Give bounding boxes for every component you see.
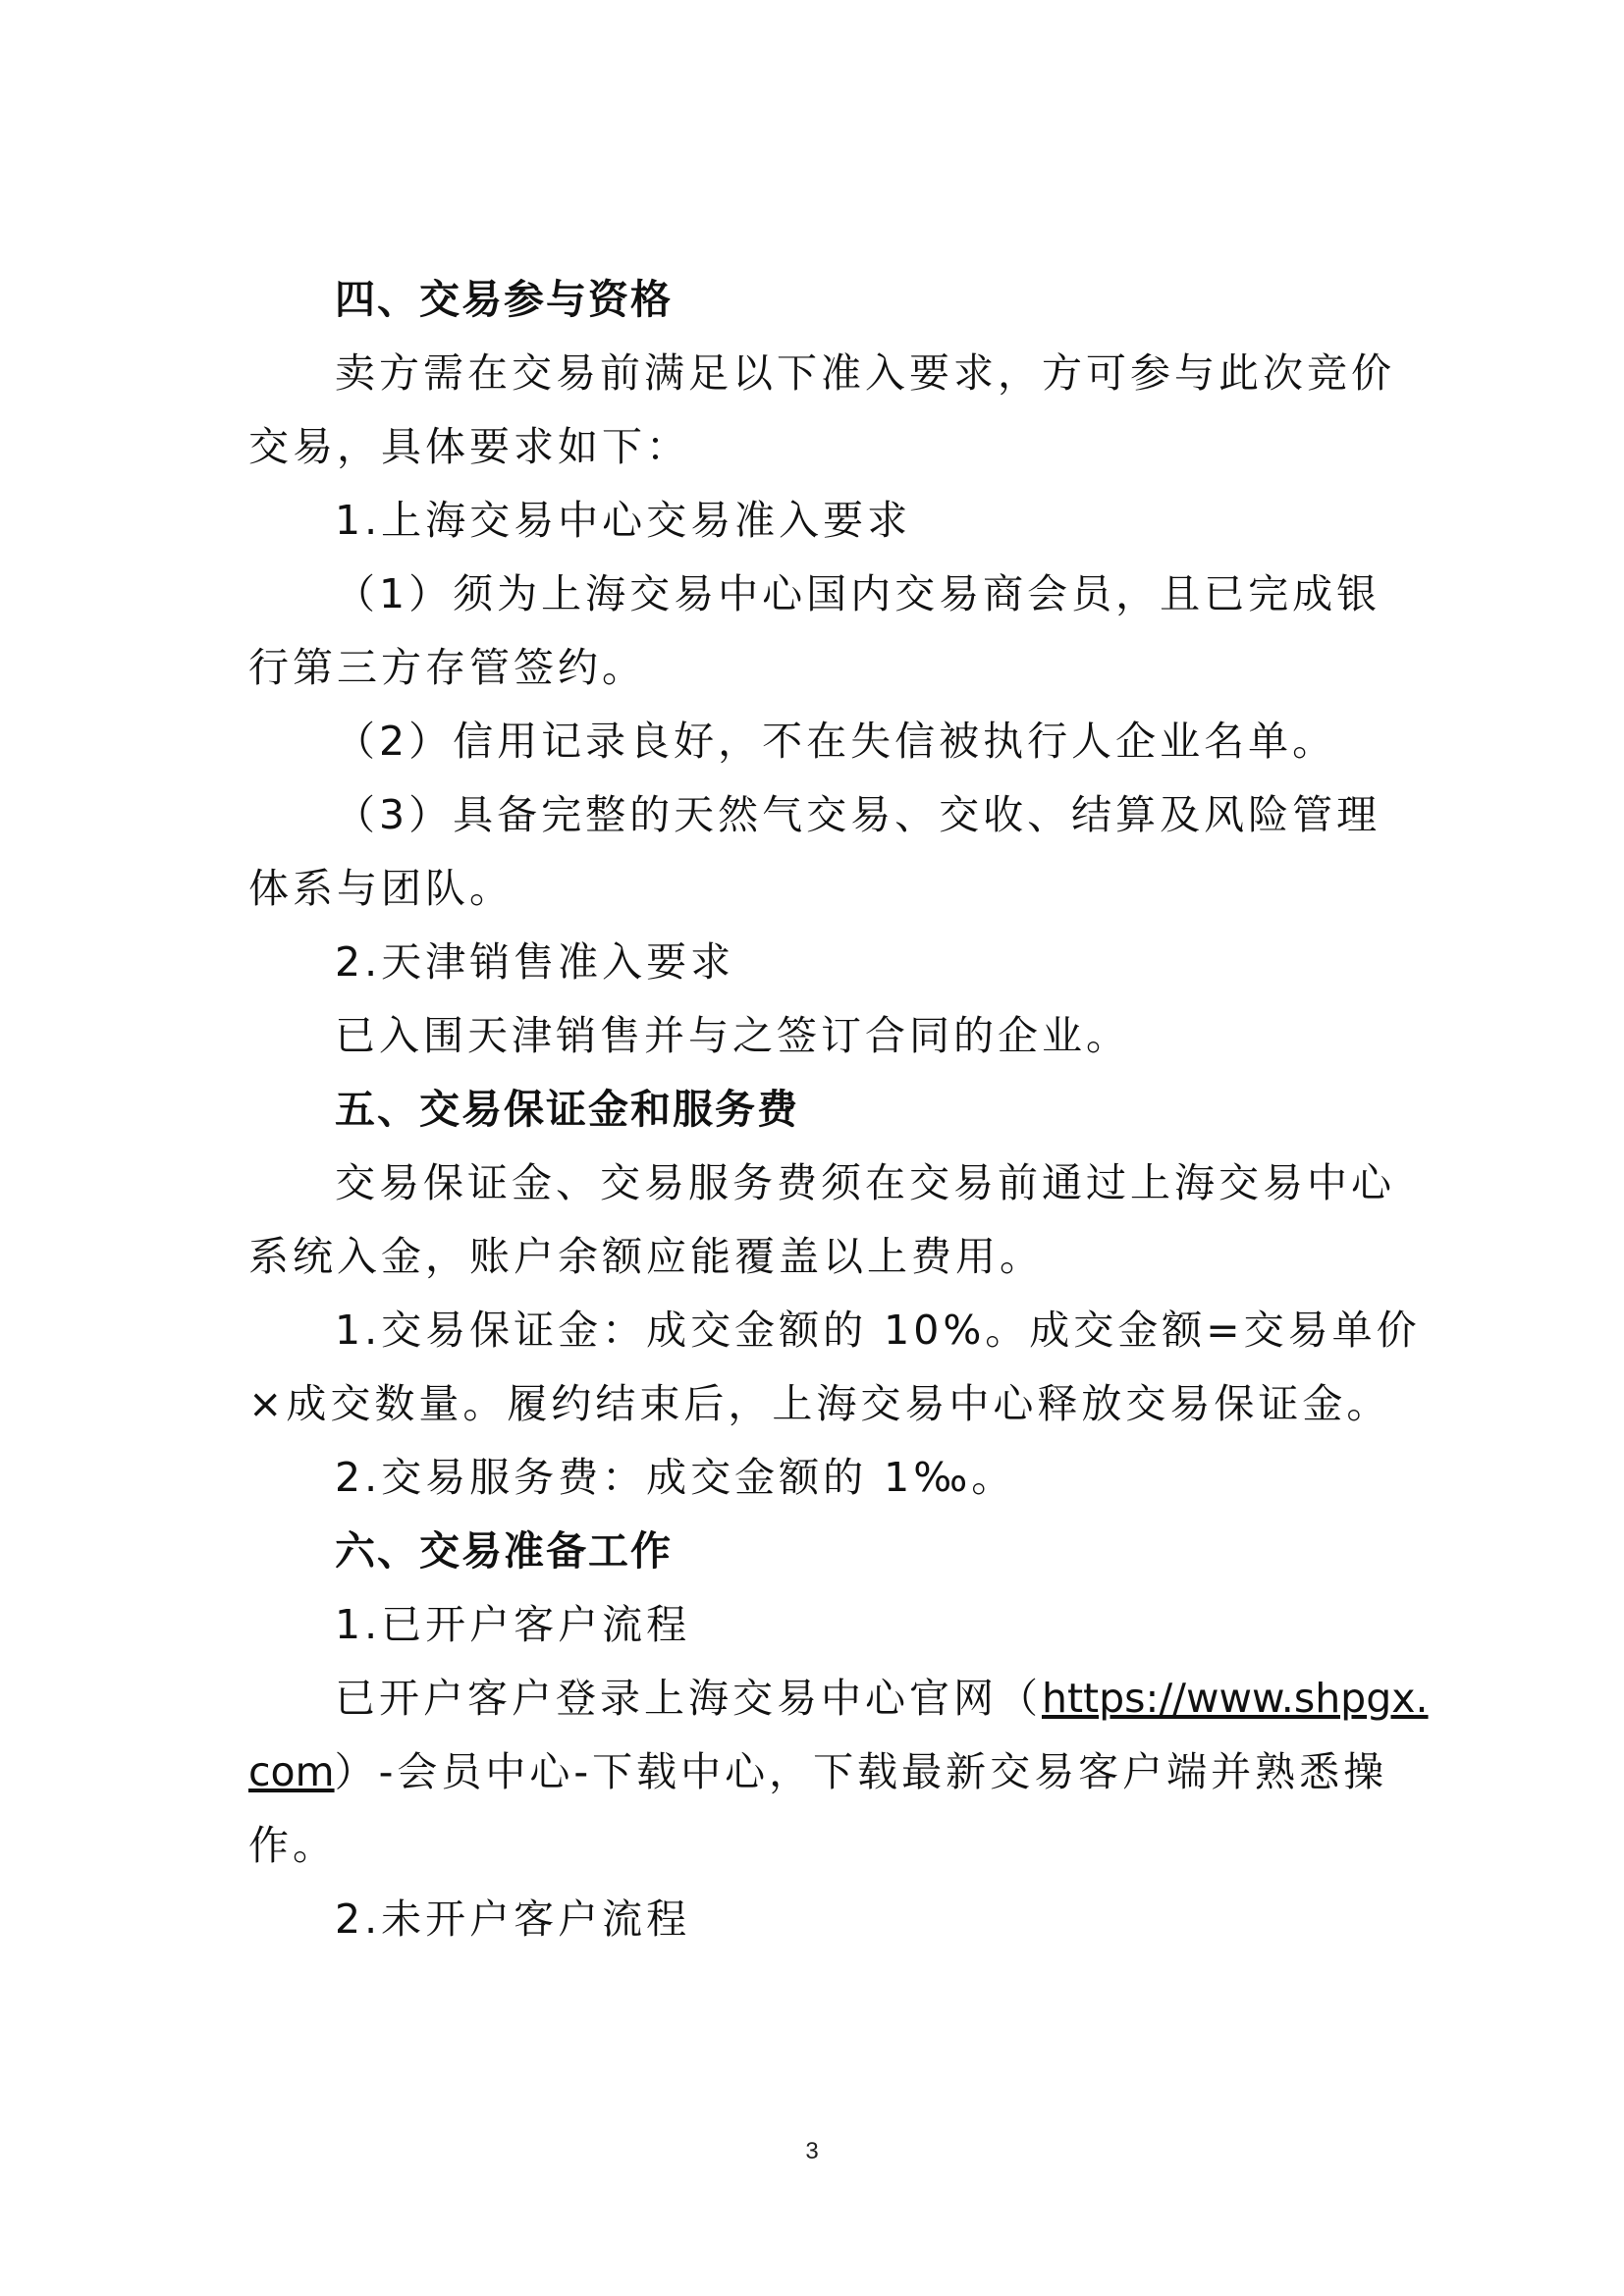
paragraph-line: （1）须为上海交易中心国内交易商会员，且已完成银	[335, 570, 1381, 617]
paragraph-line	[248, 1735, 1387, 1809]
paragraph-line: 已入围天津销售并与之签订合同的企业。	[335, 1012, 1130, 1059]
paragraph-line: 行第三方存管签约。	[248, 644, 646, 691]
subheading-line: 2.未开户客户流程	[335, 1896, 691, 1943]
paragraph-line	[248, 1662, 1429, 1735]
page-number: 3	[805, 2138, 819, 2164]
paragraph-line: 交易保证金、交易服务费须在交易前通过上海交易中心	[335, 1159, 1395, 1206]
paragraph-line: 系统入金，账户余额应能覆盖以上费用。	[248, 1233, 1044, 1280]
section-heading-6: 六、交易准备工作	[335, 1527, 673, 1575]
paragraph-line: ×成交数量。履约结束后，上海交易中心释放交易保证金。	[248, 1380, 1391, 1427]
paragraph-line: （2）信用记录良好，不在失信被执行人企业名单。	[335, 718, 1337, 765]
website-link-continued[interactable]: com	[248, 1748, 335, 1795]
document-body	[248, 263, 1429, 1956]
subheading-line: 1.上海交易中心交易准入要求	[335, 497, 912, 544]
paragraph-line: 交易，具体要求如下：	[248, 423, 690, 470]
paragraph-line: 体系与团队。	[248, 865, 514, 912]
section-heading-4: 四、交易参与资格	[335, 276, 673, 323]
paragraph-line: （3）具备完整的天然气交易、交收、结算及风险管理	[335, 791, 1381, 838]
section-heading-5: 五、交易保证金和服务费	[335, 1086, 799, 1133]
paragraph-line: 卖方需在交易前满足以下准入要求，方可参与此次竞价	[335, 349, 1395, 397]
paragraph-text: 已开户客户登录上海交易中心官网（	[335, 1675, 1042, 1722]
paragraph-line: 作。	[248, 1822, 337, 1869]
subheading-line: 2.天津销售准入要求	[335, 938, 735, 986]
paragraph-line: 1.交易保证金：成交金额的 10%。成交金额=交易单价	[335, 1307, 1421, 1354]
subheading-line: 1.已开户客户流程	[335, 1601, 691, 1648]
paragraph-line: 2.交易服务费：成交金额的 1‰。	[335, 1454, 1016, 1501]
website-link[interactable]: https://www.shpgx.	[1042, 1675, 1429, 1722]
paragraph-text: ）-会员中心-下载中心，下载最新交易客户端并熟悉操	[334, 1748, 1388, 1795]
